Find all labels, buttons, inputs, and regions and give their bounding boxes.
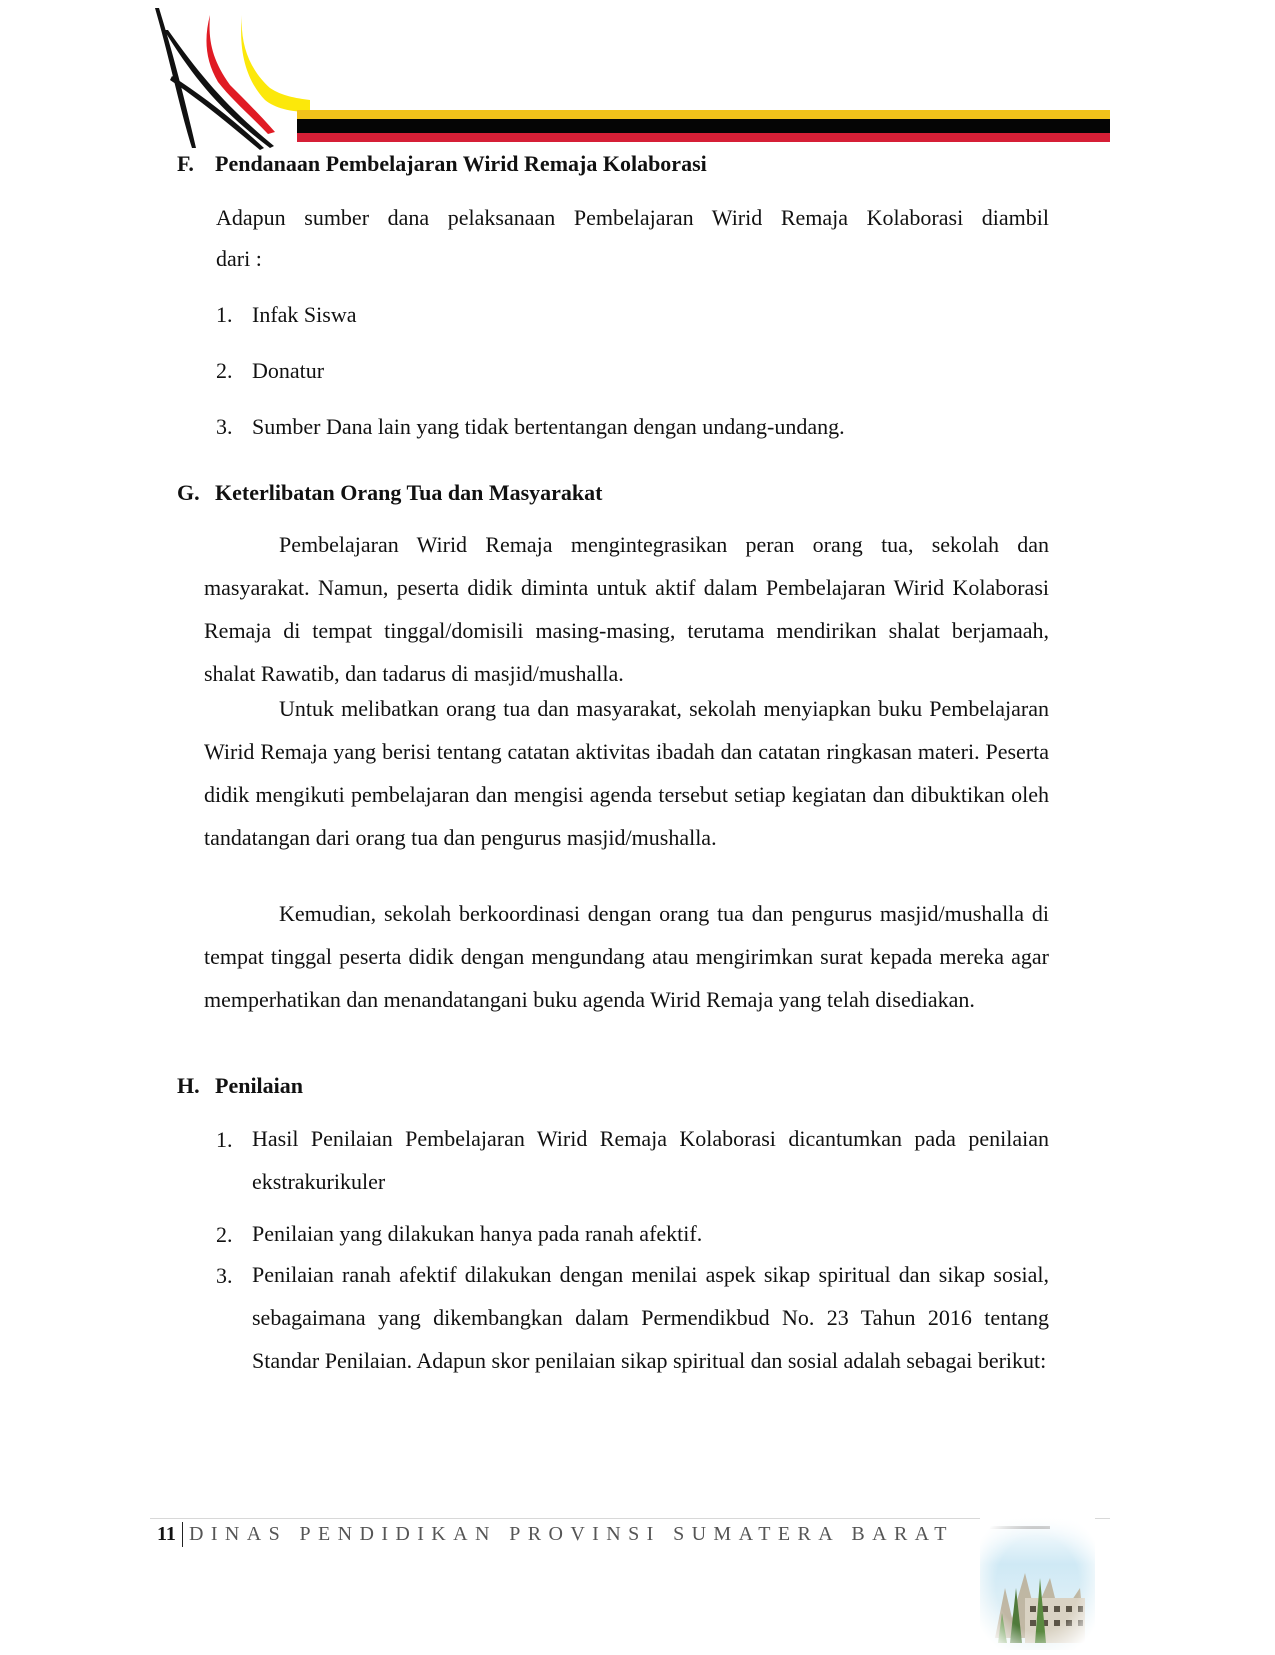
list-item: Donatur xyxy=(252,358,325,383)
office-building-photo-icon xyxy=(980,1518,1095,1650)
stripe-black xyxy=(297,119,1110,133)
section-title: Keterlibatan Orang Tua dan Masyarakat xyxy=(215,480,603,505)
section-title: Penilaian xyxy=(215,1073,304,1098)
footer-divider xyxy=(150,1518,1110,1519)
section-g-heading xyxy=(177,480,602,506)
section-letter: G. xyxy=(177,480,200,505)
stripe-yellow xyxy=(297,110,1110,119)
list-item-number: 3. xyxy=(216,1263,233,1288)
list-item-number: 3. xyxy=(216,414,233,439)
stripe-red xyxy=(297,133,1110,142)
footer-title: DINAS PENDIDIKAN PROVINSI SUMATERA BARAT xyxy=(189,1523,954,1545)
section-g-paragraph: Pembelajaran Wirid Remaja mengintegrasikan peran orang tua, sekolah dan masyarakat. Namun, peserta didik diminta untuk aktif dalam Pembelajaran Wirid Kolaborasi Remaja di tempat tinggal/domisili masing-masing, terutama mendirikan shalat berjamaah, shalat Rawatib, dan tadarus di masjid/mushalla. xyxy=(204,532,1049,686)
minangkabau-roof-logo-icon xyxy=(150,0,310,160)
list-item: Penilaian ranah afektif dilakukan dengan menilai aspek sikap spiritual dan sikap sosial, sebagaimana yang dikembangkan dalam Permendikbud No. 23 Tahun 2016 tentang Standar Penilaian. Adapun skor penilaian sikap spiritual dan sosial adalah sebagai berikut: xyxy=(252,1262,1049,1373)
page-header xyxy=(150,0,1110,160)
footer-separator xyxy=(182,1522,183,1547)
section-f-heading xyxy=(177,151,707,177)
section-g-paragraph: Untuk melibatkan orang tua dan masyarakat, sekolah menyiapkan buku Pembelajaran Wirid Remaja yang berisi tentang catatan aktivitas ibadah dan catatan ringkasan materi. Peserta didik mengikuti pembelajaran dan mengisi agenda tersebut setiap kegiatan dan dibuktikan oleh tandatangan dari orang tua dan pengurus masjid/mushalla. xyxy=(204,696,1049,850)
list-item: Infak Siswa xyxy=(252,302,357,327)
list-item: Hasil Penilaian Pembelajaran Wirid Remaja Kolaborasi dicantumkan pada penilaian ekstrakurikuler xyxy=(252,1126,1049,1194)
section-f-intro-line1: Adapun sumber dana pelaksanaan Pembelajaran Wirid Remaja Kolaborasi diambil xyxy=(216,205,1049,230)
section-letter: F. xyxy=(177,151,194,176)
list-item: Sumber Dana lain yang tidak bertentangan dengan undang-undang. xyxy=(252,414,845,439)
list-item-number: 2. xyxy=(216,1222,233,1247)
section-title: Pendanaan Pembelajaran Wirid Remaja Kolaborasi xyxy=(215,151,707,176)
section-h-heading xyxy=(177,1073,303,1099)
list-item-number: 1. xyxy=(216,302,233,327)
section-f-intro-line2: dari : xyxy=(216,246,262,271)
section-letter: H. xyxy=(177,1073,200,1098)
list-item-number: 1. xyxy=(216,1127,233,1152)
list-item: Penilaian yang dilakukan hanya pada ranah afektif. xyxy=(252,1221,703,1246)
list-item-number: 2. xyxy=(216,358,233,383)
header-stripes xyxy=(297,110,1110,144)
page-number: 11 xyxy=(157,1523,176,1545)
section-g-paragraph: Kemudian, sekolah berkoordinasi dengan orang tua dan pengurus masjid/mushalla di tempat tinggal peserta didik dengan mengundang atau mengirimkan surat kepada mereka agar memperhatikan dan menandatangani buku agenda Wirid Remaja yang telah disediakan. xyxy=(204,901,1049,1012)
